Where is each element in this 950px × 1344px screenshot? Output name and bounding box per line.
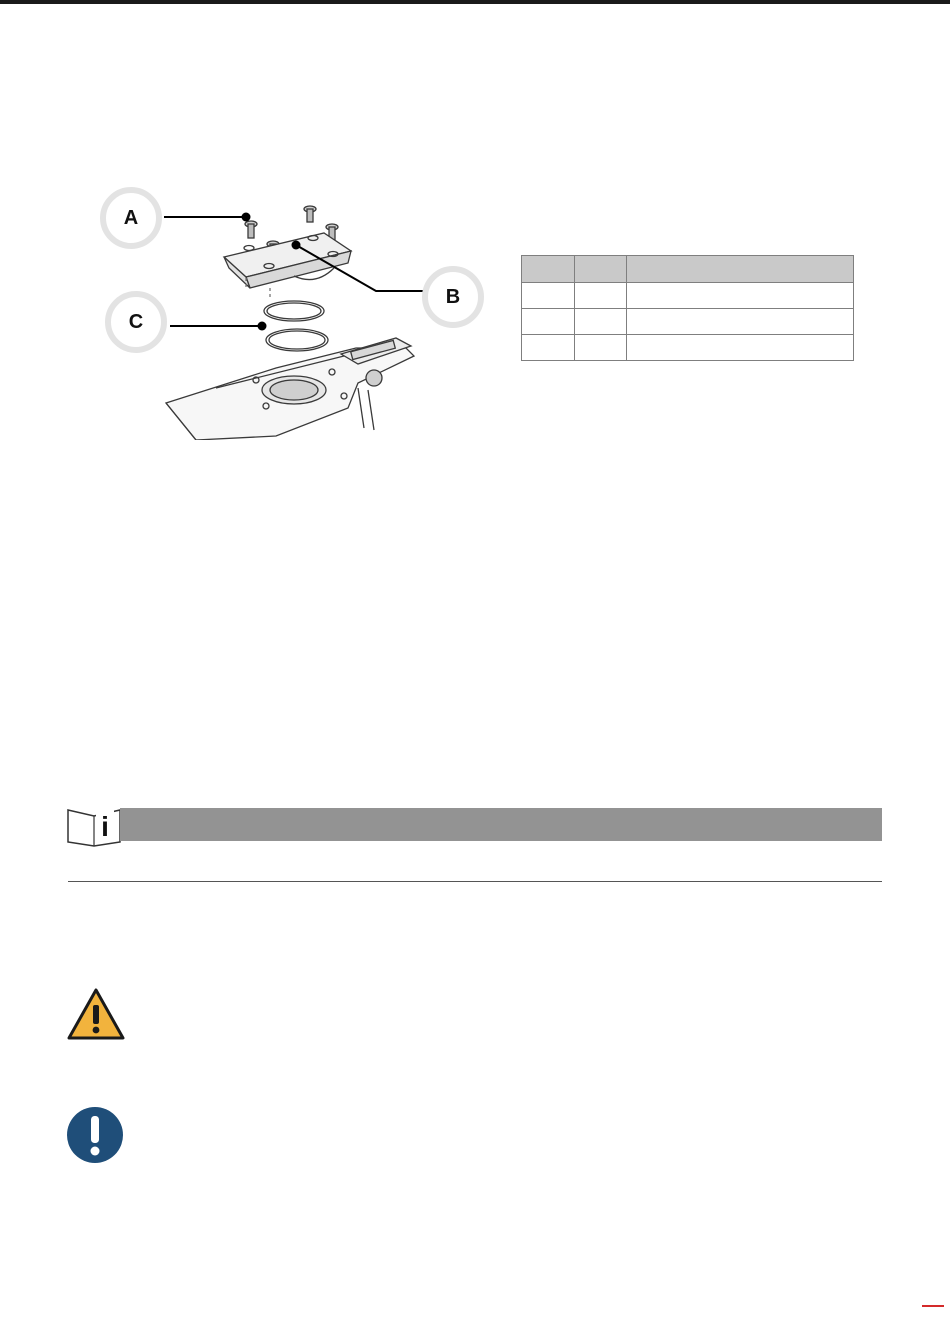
callout-c-label: C	[128, 310, 144, 333]
screw-3	[304, 206, 316, 222]
table-cell	[575, 283, 627, 309]
table-cell	[575, 309, 627, 335]
parts-table	[521, 255, 854, 361]
section-divider	[68, 881, 882, 882]
table-header-cell	[627, 256, 854, 283]
top-rule	[0, 0, 950, 4]
page-corner-mark	[922, 1305, 944, 1307]
table-row	[522, 335, 854, 361]
mandatory-exclamation-icon	[66, 1106, 124, 1164]
open-book-info-icon	[66, 802, 122, 848]
exploded-view-figure	[96, 178, 496, 440]
table-header-cell	[575, 256, 627, 283]
table-cell	[522, 309, 575, 335]
warning-triangle-icon	[66, 987, 126, 1041]
callout-c	[105, 291, 167, 353]
table-row	[522, 309, 854, 335]
table-cell	[627, 335, 854, 361]
table-row	[522, 283, 854, 309]
table-cell	[575, 335, 627, 361]
table-cell	[522, 283, 575, 309]
table-header-row	[522, 256, 854, 283]
callout-a-label: A	[123, 206, 139, 229]
table-cell	[627, 283, 854, 309]
callout-b	[422, 266, 484, 328]
svg-text:i: i	[101, 811, 109, 842]
table-cell	[627, 309, 854, 335]
table-cell	[522, 335, 575, 361]
callout-a	[100, 187, 162, 249]
callout-b-label: B	[445, 285, 461, 308]
table-header-cell	[522, 256, 575, 283]
note-banner	[120, 808, 882, 841]
screw-1	[245, 221, 257, 238]
